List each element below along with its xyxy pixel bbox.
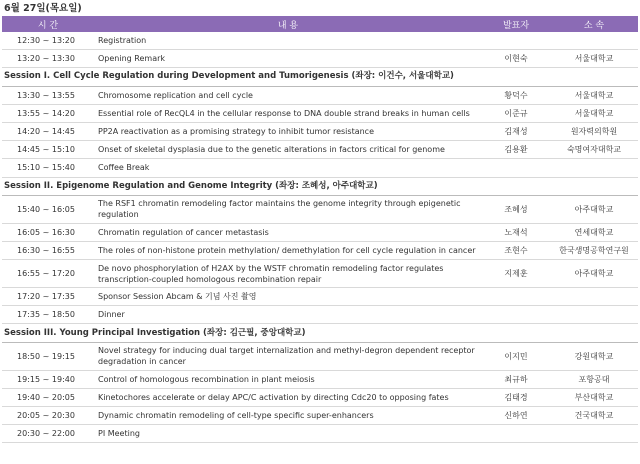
table-row [2,86,638,104]
cell-time: 13:55 ~ 14:20 [2,104,94,122]
cell-title: Dinner [94,306,482,324]
table-row [2,370,638,388]
cell-title: The roles of non-histone protein methylation/ demethylation for cell cycle regulation in cancer [94,241,482,259]
cell-time: 16:05 ~ 16:30 [2,223,94,241]
cell-title: Opening Remark [94,50,482,68]
cell-affiliation: 강원대학교 [550,342,638,370]
cell-title: De novo phosphorylation of H2AX by the WSTF chromatin remodeling factor regulates transcription-coupled homologous recombination repair [94,260,482,288]
cell-title: PI Meeting [94,425,482,443]
cell-title: The RSF1 chromatin remodeling factor maintains the genome integrity through epigenetic regulation [94,195,482,223]
table-row [2,342,638,370]
cell-presenter [482,306,550,324]
cell-presenter: 김태경 [482,388,550,406]
cell-affiliation [550,159,638,177]
table-row [2,195,638,223]
table-header-row [2,16,638,32]
cell-presenter [482,288,550,306]
table-row [2,223,638,241]
cell-time: 20:30 ~ 22:00 [2,425,94,443]
cell-presenter [482,159,550,177]
cell-affiliation: 아주대학교 [550,260,638,288]
session-header-row [2,177,638,195]
cell-affiliation: 서울대학교 [550,50,638,68]
cell-affiliation: 숙명여자대학교 [550,141,638,159]
cell-affiliation: 아주대학교 [550,195,638,223]
table-row [2,306,638,324]
table-row [2,32,638,50]
cell-time: 12:30 ~ 13:20 [2,32,94,50]
cell-presenter: 이현숙 [482,50,550,68]
cell-time: 15:40 ~ 16:05 [2,195,94,223]
table-row [2,425,638,443]
cell-time: 17:20 ~ 17:35 [2,288,94,306]
session-title: Session II. Epigenome Regulation and Genome Integrity (좌장: 조혜성, 아주대학교) [2,177,638,195]
cell-affiliation: 원자력의학원 [550,122,638,140]
cell-title: Coffee Break [94,159,482,177]
cell-presenter: 노재석 [482,223,550,241]
cell-time: 15:10 ~ 15:40 [2,159,94,177]
cell-time: 19:15 ~ 19:40 [2,370,94,388]
cell-affiliation: 포항공대 [550,370,638,388]
header-presenter: 발표자 [482,16,550,32]
cell-title: Novel strategy for inducing dual target internalization and methyl-degron dependent receptor degradation in cancer [94,342,482,370]
cell-affiliation: 연세대학교 [550,223,638,241]
cell-presenter: 이준규 [482,104,550,122]
cell-title: Essential role of RecQL4 in the cellular response to DNA double strand breaks in human cells [94,104,482,122]
cell-presenter: 이지민 [482,342,550,370]
table-row [2,159,638,177]
cell-time: 19:40 ~ 20:05 [2,388,94,406]
cell-affiliation: 건국대학교 [550,407,638,425]
cell-affiliation [550,288,638,306]
header-affiliation: 소 속 [550,16,638,32]
table-row [2,141,638,159]
cell-title: Onset of skeletal dysplasia due to the genetic alterations in factors critical for genome [94,141,482,159]
schedule-date: 6월 27일(목요일) [4,3,82,14]
cell-title: Chromosome replication and cell cycle [94,86,482,104]
cell-title: Kinetochores accelerate or delay APC/C activation by directing Cdc20 to opposing fates [94,388,482,406]
cell-title: Dynamic chromatin remodeling of cell-type specific super-enhancers [94,407,482,425]
cell-affiliation [550,32,638,50]
cell-time: 14:20 ~ 14:45 [2,122,94,140]
cell-time: 16:55 ~ 17:20 [2,260,94,288]
cell-presenter: 조현수 [482,241,550,259]
cell-presenter: 신하연 [482,407,550,425]
cell-presenter: 최규하 [482,370,550,388]
cell-title: PP2A reactivation as a promising strategy to inhibit tumor resistance [94,122,482,140]
cell-time: 17:35 ~ 18:50 [2,306,94,324]
cell-time: 13:20 ~ 13:30 [2,50,94,68]
table-row [2,388,638,406]
cell-affiliation: 한국생명공학연구원 [550,241,638,259]
table-row [2,241,638,259]
cell-affiliation [550,306,638,324]
header-time: 시 간 [2,16,94,32]
cell-affiliation: 서울대학교 [550,104,638,122]
cell-presenter: 김용환 [482,141,550,159]
table-row [2,50,638,68]
table-row [2,104,638,122]
cell-presenter [482,32,550,50]
schedule-table [2,16,638,443]
table-row [2,122,638,140]
cell-title: Chromatin regulation of cancer metastasis [94,223,482,241]
session-title: Session III. Young Principal Investigation (좌장: 김근필, 중앙대학교) [2,324,638,342]
cell-presenter: 김재성 [482,122,550,140]
cell-title: Registration [94,32,482,50]
session-title: Session I. Cell Cycle Regulation during Development and Tumorigenesis (좌장: 이건수, 서울대학교) [2,68,638,86]
cell-presenter: 지제훈 [482,260,550,288]
session-header-row [2,324,638,342]
cell-title: Control of homologous recombination in plant meiosis [94,370,482,388]
cell-time: 14:45 ~ 15:10 [2,141,94,159]
header-title: 내 용 [94,16,482,32]
table-row [2,288,638,306]
cell-affiliation [550,425,638,443]
session-header-row [2,68,638,86]
cell-title: Sponsor Session Abcam & 기념 사진 촬영 [94,288,482,306]
cell-time: 20:05 ~ 20:30 [2,407,94,425]
cell-affiliation: 서울대학교 [550,86,638,104]
cell-time: 13:30 ~ 13:55 [2,86,94,104]
cell-presenter: 조혜성 [482,195,550,223]
table-row [2,260,638,288]
table-row [2,407,638,425]
cell-presenter: 황덕수 [482,86,550,104]
cell-presenter [482,425,550,443]
cell-time: 16:30 ~ 16:55 [2,241,94,259]
cell-time: 18:50 ~ 19:15 [2,342,94,370]
cell-affiliation: 부산대학교 [550,388,638,406]
